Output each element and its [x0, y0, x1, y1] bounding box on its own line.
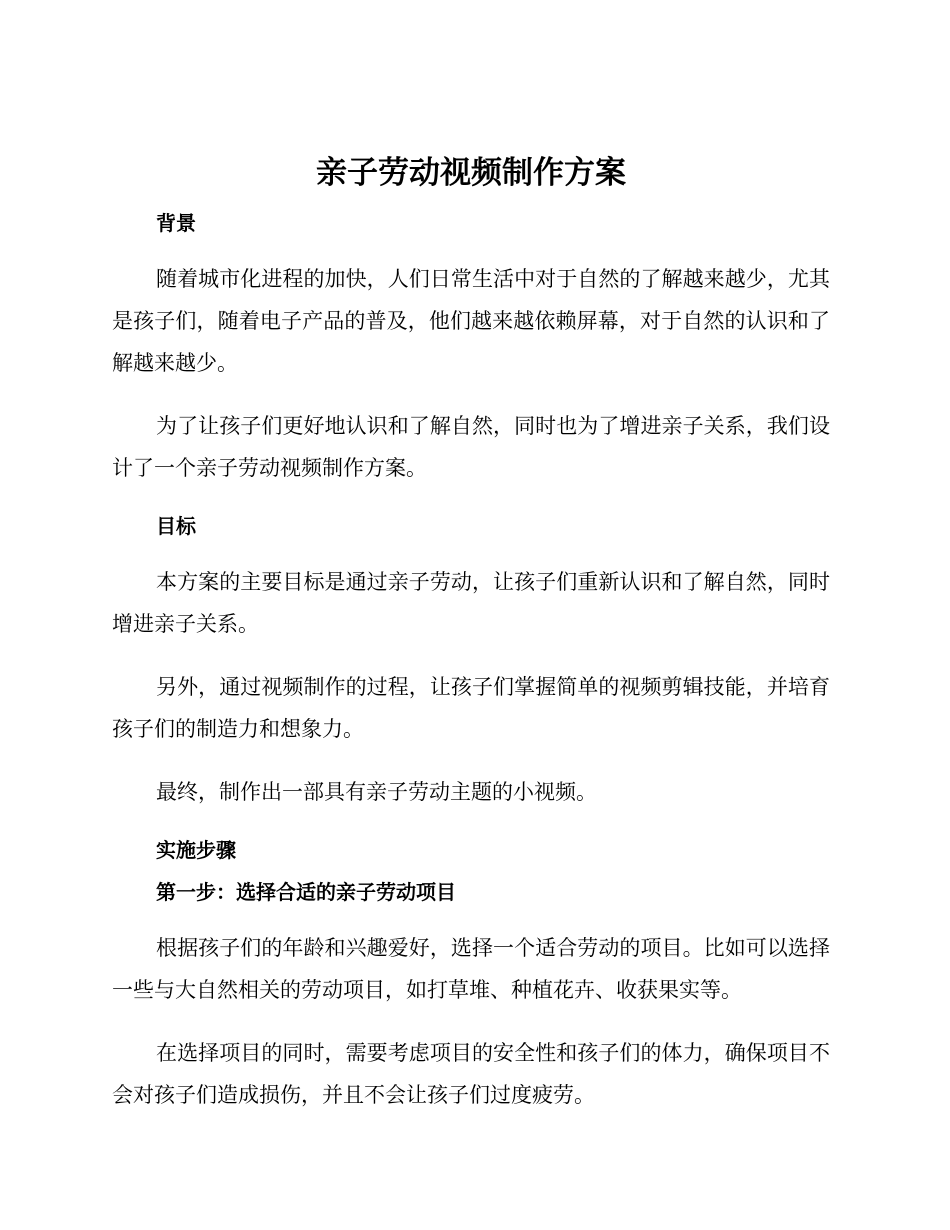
goal-paragraph-2: 另外，通过视频制作的过程，让孩子们掌握简单的视频剪辑技能，并培育孩子们的制造力和想象力。: [112, 675, 830, 741]
document-title: 亲子劳动视频制作方案: [316, 155, 626, 191]
goal-paragraph-1: 本方案的主要目标是通过亲子劳动，让孩子们重新认识和了解自然，同时增进亲子关系。: [112, 570, 830, 636]
section-heading-goal: 目标: [156, 514, 196, 538]
section-heading-steps: 实施步骤: [156, 838, 236, 862]
document-page: [112, 150, 830, 1116]
goal-paragraph-3: 最终，制作出一部具有亲子劳动主题的小视频。: [156, 780, 597, 804]
steps-paragraph-1: 根据孩子们的年龄和兴趣爱好，选择一个适合劳动的项目。比如可以选择一些与大自然相关的劳动项目，如打草堆、种植花卉、收获果实等。: [112, 936, 830, 1002]
subheading-step-1: 第一步：选择合适的亲子劳动项目: [156, 880, 456, 904]
background-paragraph-1: 随着城市化进程的加快，人们日常生活中对于自然的了解越来越少，尤其是孩子们，随着电子产品的普及，他们越来越依赖屏幕，对于自然的认识和了解越来越少。: [112, 267, 830, 375]
steps-paragraph-2: 在选择项目的同时，需要考虑项目的安全性和孩子们的体力，确保项目不会对孩子们造成损伤，并且不会让孩子们过度疲劳。: [112, 1041, 830, 1107]
background-paragraph-2: 为了让孩子们更好地认识和了解自然，同时也为了增进亲子关系，我们设计了一个亲子劳动视频制作方案。: [112, 414, 830, 480]
section-heading-background: 背景: [156, 211, 196, 235]
